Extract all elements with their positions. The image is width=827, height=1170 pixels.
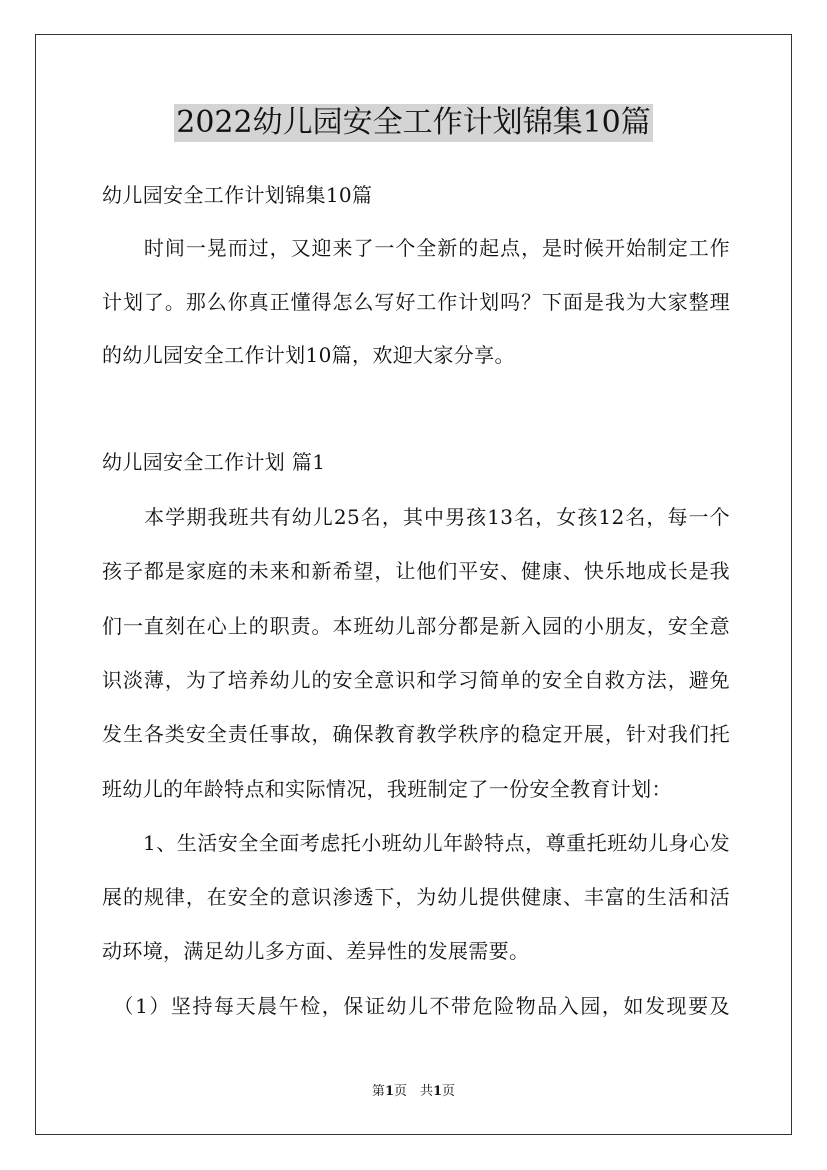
paragraph-line: 们一直刻在心上的职责。本班幼儿部分都是新入园的小朋友，安全意: [102, 614, 730, 638]
footer-page-prefix: 第: [371, 1084, 385, 1099]
footer-page-suffix: 页: [442, 1084, 456, 1099]
paragraph-line: 本学期我班共有幼儿25名，其中男孩13名，女孩12名，每一个: [102, 505, 730, 529]
footer-page-mid: 页 共: [393, 1084, 433, 1099]
paragraph-line: 班幼儿的年龄特点和实际情况，我班制定了一份安全教育计划：: [102, 777, 672, 801]
footer-page-current: 1: [384, 1084, 394, 1099]
paragraph-line: 展的规律，在安全的意识渗透下，为幼儿提供健康、丰富的生活和活: [102, 885, 730, 909]
document-title: 2022幼儿园安全工作计划锦集10篇: [176, 105, 651, 140]
paragraph-line: 1、生活安全全面考虑托小班幼儿年龄特点，尊重托班幼儿身心发: [102, 831, 730, 855]
section-heading: 幼儿园安全工作计划 篇1: [102, 450, 326, 474]
page-footer: [0, 1084, 827, 1100]
intro-heading: 幼儿园安全工作计划锦集10篇: [102, 183, 373, 207]
paragraph-line: 孩子都是家庭的未来和新希望，让他们平安、健康、快乐地成长是我: [102, 559, 730, 583]
paragraph-line: （1）坚持每天晨午检，保证幼儿不带危险物品入园，如发现要及: [102, 994, 730, 1018]
paragraph-line: 时间一晃而过，又迎来了一个全新的起点，是时候开始制定工作: [102, 236, 730, 260]
paragraph-line: 发生各类安全责任事故，确保教育教学秩序的稳定开展，针对我们托: [102, 722, 730, 746]
document-title-wrapper: [0, 104, 827, 142]
footer-page-total: 1: [433, 1084, 443, 1099]
paragraph-line: 计划了。那么你真正懂得怎么写好工作计划吗？下面是我为大家整理: [102, 290, 730, 314]
paragraph-line: 的幼儿园安全工作计划10篇，欢迎大家分享。: [102, 343, 515, 367]
paragraph-line: 动环境，满足幼儿多方面、差异性的发展需要。: [102, 939, 530, 963]
paragraph-line: 识淡薄，为了培养幼儿的安全意识和学习简单的安全自救方法，避免: [102, 668, 730, 692]
